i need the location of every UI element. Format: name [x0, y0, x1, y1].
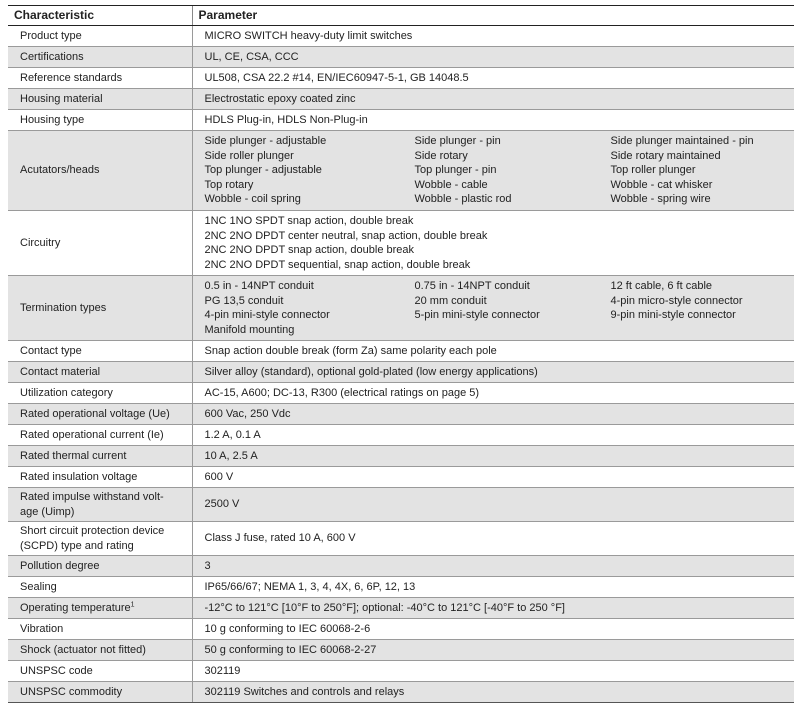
table-row — [8, 276, 794, 341]
characteristic-label: Utilization category — [20, 386, 113, 399]
characteristic-cell — [8, 488, 192, 522]
table-row — [8, 341, 794, 362]
characteristic-label: Operating temperature — [20, 601, 131, 614]
parameter-item: 12 ft cable, 6 ft cable — [610, 280, 713, 292]
characteristic-cell — [8, 522, 192, 556]
parameter-value: 10 A, 2.5 A — [204, 449, 258, 462]
parameter-grid — [205, 134, 785, 207]
parameter-line: 2NC 2NO DPDT snap action, double break — [204, 244, 415, 256]
table-row — [8, 598, 794, 619]
table-row — [8, 640, 794, 661]
parameter-item: 5-pin mini-style connector — [414, 309, 540, 321]
characteristic-label: Rated operational voltage (Ue) — [20, 407, 170, 420]
parameter-value: HDLS Plug-in, HDLS Non-Plug-in — [204, 113, 368, 126]
parameter-item: Top plunger - adjustable — [204, 164, 322, 177]
characteristic-label: Circuitry — [20, 236, 61, 249]
characteristic-cell — [8, 211, 192, 276]
parameter-value: 600 V — [204, 470, 234, 483]
table-row — [8, 446, 794, 467]
parameter-item: Wobble - cat whisker — [610, 178, 713, 191]
parameter-line: 2NC 2NO DPDT sequential, snap action, double break — [204, 258, 471, 271]
characteristic-cell — [8, 26, 192, 47]
parameter-item: 9-pin mini-style connector — [610, 309, 736, 321]
parameter-value: 600 Vac, 250 Vdc — [204, 407, 291, 420]
parameter-item: Side rotary — [414, 149, 468, 162]
characteristic-label: Rated impulse withstand volt-age (Uimp) — [20, 491, 164, 518]
characteristic-label: Vibration — [20, 622, 64, 635]
parameter-value: -12°C to 121°C [10°F to 250°F]; optional: -40°C to 121°C [-40°F to 250 °F] — [204, 601, 565, 614]
table-row — [8, 682, 794, 703]
characteristic-label: Sealing — [20, 580, 57, 593]
parameter-item: 0.75 in - 14NPT conduit — [414, 280, 530, 292]
parameter-item: 20 mm conduit — [414, 294, 487, 307]
table-row — [8, 131, 794, 211]
parameter-cell — [192, 26, 794, 47]
parameter-cell — [192, 522, 794, 556]
parameter-value: 2500 V — [204, 498, 240, 511]
parameter-value: MICRO SWITCH heavy-duty limit switches — [204, 29, 413, 42]
characteristic-label: Certifications — [20, 50, 84, 63]
table-row — [8, 47, 794, 68]
table-row — [8, 661, 794, 682]
characteristic-label: Contact type — [20, 344, 82, 357]
header-parameter: Parameter — [192, 6, 794, 26]
table-row — [8, 556, 794, 577]
characteristic-cell — [8, 598, 192, 619]
table-row — [8, 404, 794, 425]
characteristic-cell — [8, 341, 192, 362]
parameter-cell — [192, 556, 794, 577]
parameter-item: Side rotary maintained — [610, 149, 721, 162]
parameter-line: 1NC 1NO SPDT snap action, double break — [204, 215, 414, 227]
parameter-value: UL, CE, CSA, CCC — [204, 50, 299, 63]
parameter-item: Wobble - cable — [414, 178, 488, 191]
parameter-item: Wobble - spring wire — [610, 193, 711, 206]
characteristic-cell — [8, 425, 192, 446]
characteristic-label: Shock (actuator not fitted) — [20, 643, 146, 656]
characteristic-cell — [8, 556, 192, 577]
parameter-item: 4-pin micro-style connector — [610, 294, 743, 307]
characteristic-cell — [8, 383, 192, 404]
parameter-value: 50 g conforming to IEC 60068-2-27 — [204, 643, 377, 656]
parameter-cell — [192, 383, 794, 404]
spec-table — [8, 5, 794, 703]
parameter-value: 3 — [204, 559, 211, 572]
characteristic-label: Housing material — [20, 92, 103, 105]
characteristic-label: Housing type — [20, 113, 85, 126]
parameter-value: Class J fuse, rated 10 A, 600 V — [204, 532, 356, 545]
parameter-value: Snap action double break (form Za) same polarity each pole — [204, 344, 497, 357]
parameter-line: 2NC 2NO DPDT center neutral, snap action, double break — [204, 229, 488, 242]
table-row — [8, 211, 794, 276]
parameter-item: Side plunger - adjustable — [204, 135, 327, 148]
parameter-item: Side plunger - pin — [414, 135, 501, 148]
parameter-cell — [192, 577, 794, 598]
parameter-value: AC-15, A600; DC-13, R300 (electrical ratings on page 5) — [204, 386, 480, 399]
parameter-value: 302119 Switches and controls and relays — [204, 685, 405, 698]
parameter-cell — [192, 661, 794, 682]
parameter-cell — [192, 211, 794, 276]
table-row — [8, 89, 794, 110]
parameter-cell — [192, 362, 794, 383]
footnote-marker: 1 — [130, 601, 135, 609]
characteristic-cell — [8, 276, 192, 341]
table-row — [8, 362, 794, 383]
characteristic-label: Short circuit protection device (SCPD) type and rating — [20, 525, 165, 552]
parameter-cell — [192, 47, 794, 68]
parameter-cell — [192, 110, 794, 131]
parameter-item: Side plunger maintained - pin — [610, 135, 754, 148]
parameter-item: Top roller plunger — [610, 164, 696, 177]
table-row — [8, 522, 794, 556]
parameter-item: Manifold mounting — [204, 323, 295, 336]
parameter-cell — [192, 467, 794, 488]
parameter-cell — [192, 619, 794, 640]
parameter-item: Wobble - plastic rod — [414, 193, 512, 206]
spec-body — [8, 26, 794, 703]
characteristic-cell — [8, 661, 192, 682]
characteristic-label: Termination types — [20, 301, 107, 314]
characteristic-label: Acutators/heads — [20, 164, 100, 177]
parameter-item: PG 13,5 conduit — [204, 294, 284, 307]
table-row — [8, 68, 794, 89]
parameter-cell — [192, 276, 794, 341]
parameter-cell — [192, 446, 794, 467]
characteristic-cell — [8, 682, 192, 703]
header-row — [8, 6, 794, 26]
table-row — [8, 488, 794, 522]
table-row — [8, 577, 794, 598]
characteristic-cell — [8, 577, 192, 598]
parameter-value: 10 g conforming to IEC 60068-2-6 — [204, 622, 371, 635]
parameter-cell — [192, 488, 794, 522]
table-row — [8, 110, 794, 131]
parameter-cell — [192, 89, 794, 110]
parameter-item: Top plunger - pin — [414, 164, 497, 177]
parameter-cell — [192, 341, 794, 362]
parameter-cell — [192, 404, 794, 425]
characteristic-cell — [8, 89, 192, 110]
characteristic-label: Rated thermal current — [20, 449, 127, 462]
parameter-cell — [192, 682, 794, 703]
parameter-item: 4-pin mini-style connector — [204, 309, 330, 321]
parameter-value: 302119 — [204, 664, 241, 677]
characteristic-label: Reference standards — [20, 71, 123, 84]
parameter-cell — [192, 131, 794, 211]
parameter-value: Silver alloy (standard), optional gold-plated (low energy applications) — [204, 365, 538, 378]
characteristic-cell — [8, 640, 192, 661]
parameter-cell — [192, 640, 794, 661]
table-row — [8, 26, 794, 47]
characteristic-label: UNSPSC commodity — [20, 685, 123, 698]
parameter-value: IP65/66/67; NEMA 1, 3, 4, 4X, 6, 6P, 12, 13 — [204, 580, 416, 593]
characteristic-cell — [8, 131, 192, 211]
parameter-grid — [205, 279, 785, 337]
parameter-cell — [192, 425, 794, 446]
characteristic-cell — [8, 619, 192, 640]
parameter-item: Side roller plunger — [204, 149, 294, 162]
table-row — [8, 467, 794, 488]
parameter-value: UL508, CSA 22.2 #14, EN/IEC60947-5-1, GB 14048.5 — [204, 71, 469, 84]
parameter-item: Top rotary — [204, 178, 254, 191]
characteristic-label: Contact material — [20, 365, 101, 378]
characteristic-label: Rated operational current (Ie) — [20, 428, 164, 441]
characteristic-cell — [8, 404, 192, 425]
characteristic-cell — [8, 110, 192, 131]
characteristic-cell — [8, 362, 192, 383]
characteristic-label: Product type — [20, 29, 82, 42]
parameter-item: 0.5 in - 14NPT conduit — [204, 280, 314, 292]
parameter-cell — [192, 598, 794, 619]
characteristic-cell — [8, 446, 192, 467]
parameter-item: Wobble - coil spring — [204, 193, 301, 206]
parameter-value: 1.2 A, 0.1 A — [204, 428, 261, 441]
table-row — [8, 383, 794, 404]
parameter-cell — [192, 68, 794, 89]
characteristic-label: Rated insulation voltage — [20, 470, 138, 483]
characteristic-cell — [8, 47, 192, 68]
parameter-value: Electrostatic epoxy coated zinc — [204, 92, 356, 105]
characteristic-cell — [8, 68, 192, 89]
table-row — [8, 425, 794, 446]
characteristic-cell — [8, 467, 192, 488]
characteristic-label: Pollution degree — [20, 559, 100, 572]
header-characteristic: Characteristic — [8, 6, 192, 26]
table-row — [8, 619, 794, 640]
characteristic-label: UNSPSC code — [20, 664, 93, 677]
